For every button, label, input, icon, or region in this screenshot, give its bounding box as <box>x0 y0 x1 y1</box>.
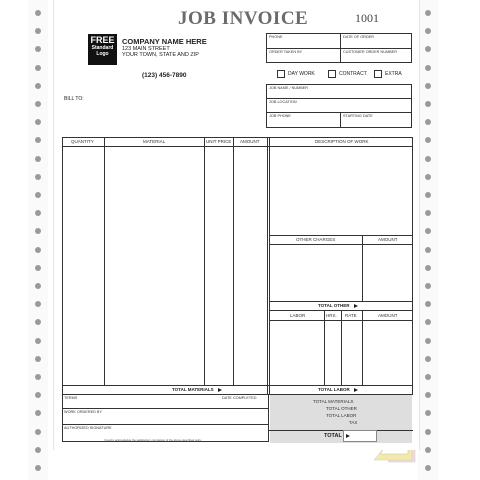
footer-signature-box <box>62 394 269 442</box>
tractor-strip-left <box>28 0 48 480</box>
tractor-hole <box>35 283 41 289</box>
col-divider-material <box>204 137 205 385</box>
tractor-hole <box>35 10 41 16</box>
total-materials-text: TOTAL MATERIALS <box>172 387 214 392</box>
tractor-hole <box>425 101 431 107</box>
tractor-hole <box>425 356 431 362</box>
tractor-hole <box>35 374 41 380</box>
tractor-hole <box>35 265 41 271</box>
total-labor-text: TOTAL LABOR <box>318 387 350 392</box>
col-header-other-amount: AMOUNT <box>378 237 398 242</box>
job-info-divider-1 <box>266 98 412 99</box>
customer-order-number-label: CUSTOMER ORDER NUMBER <box>343 50 397 54</box>
col-header-amount: AMOUNT <box>240 139 260 144</box>
terms-label: TERMS <box>64 396 78 400</box>
tractor-hole <box>425 265 431 271</box>
tractor-hole <box>35 247 41 253</box>
arrow-right-icon <box>346 434 350 438</box>
col-divider-quantity <box>104 137 105 385</box>
contract-label: CONTRACT <box>339 71 367 77</box>
tractor-hole <box>35 192 41 198</box>
col-header-hrs: HRS. <box>326 313 337 318</box>
summary-total-line <box>269 430 413 431</box>
tractor-hole <box>35 101 41 107</box>
tractor-hole <box>425 192 431 198</box>
tractor-hole <box>35 174 41 180</box>
other-charges-col-divider <box>362 235 363 301</box>
total-other-text: TOTAL OTHER <box>318 303 350 308</box>
tractor-hole <box>35 338 41 344</box>
main-table-frame <box>62 137 413 395</box>
col-divider-amount-double <box>269 137 270 395</box>
company-city: YOUR TOWN, STATE AND ZIP <box>122 52 199 58</box>
job-phone-label: JOB PHONE <box>269 114 291 118</box>
logo-line-3: Logo <box>96 51 109 57</box>
job-info-divider-2 <box>266 112 412 113</box>
arrow-right-icon <box>218 388 222 392</box>
company-phone: (123) 456-7890 <box>142 72 187 79</box>
tractor-hole <box>35 465 41 471</box>
col-header-labor-amount: AMOUNT <box>378 313 398 318</box>
extra-checkbox[interactable] <box>374 70 382 78</box>
labor-col-divider-1 <box>324 310 325 385</box>
job-info-vdivider <box>340 112 341 128</box>
tractor-hole <box>35 429 41 435</box>
col-header-description-of-work: DESCRIPTION OF WORK <box>315 139 369 144</box>
order-info-vdivider <box>340 33 341 63</box>
document-title: JOB INVOICE <box>178 8 309 29</box>
arrow-right-icon <box>354 388 358 392</box>
order-taken-by-label: ORDER TAKEN BY <box>269 50 303 54</box>
tractor-hole <box>35 65 41 71</box>
labor-col-divider-3 <box>362 310 363 385</box>
summary-total-labor: TOTAL LABOR <box>326 413 357 418</box>
summary-total-label <box>324 433 350 439</box>
total-labor-label <box>318 387 358 392</box>
tractor-hole <box>425 465 431 471</box>
table-header-line <box>62 146 413 147</box>
footer-line-2 <box>62 424 269 425</box>
tractor-hole <box>425 247 431 253</box>
col-divider-amount <box>267 137 268 395</box>
summary-total-text: TOTAL <box>324 433 342 439</box>
logo-line-1: FREE <box>90 35 115 45</box>
footer-line-1 <box>62 408 269 409</box>
summary-tax: TAX <box>349 420 358 425</box>
date-of-order-label: DATE OF ORDER <box>343 35 374 39</box>
invoice-number: 1001 <box>355 11 379 25</box>
company-street: 123 MAIN STREET <box>122 46 170 52</box>
work-ordered-by-label: WORK ORDERED BY <box>64 410 102 414</box>
tractor-hole <box>425 338 431 344</box>
order-info-divider <box>266 48 412 49</box>
logo-line-2: Standard <box>91 45 114 51</box>
tractor-hole <box>35 83 41 89</box>
tractor-hole <box>425 429 431 435</box>
extra-label: EXTRA <box>385 71 402 77</box>
date-completed-label: DATE COMPLETED <box>222 396 257 400</box>
arrow-right-icon <box>354 304 358 308</box>
summary-total-other: TOTAL OTHER <box>326 406 357 411</box>
col-header-labor: LABOR <box>290 313 306 318</box>
job-name-number-label: JOB NAME / NUMBER <box>269 86 309 90</box>
materials-total-line <box>62 385 413 386</box>
authorized-signature-label: AUTHORIZED SIGNATURE <box>64 426 112 430</box>
tractor-hole <box>35 447 41 453</box>
phone-field-label: PHONE <box>269 35 283 39</box>
tractor-hole <box>425 447 431 453</box>
total-other-line <box>269 301 413 302</box>
tractor-hole <box>425 10 431 16</box>
company-logo <box>88 34 117 65</box>
labor-col-divider-2 <box>341 310 342 385</box>
acknowledgement-text: I hereby acknowledge the satisfactory completion of the above described work. <box>104 438 202 442</box>
tractor-hole <box>35 156 41 162</box>
col-header-material: MATERIAL <box>143 139 166 144</box>
job-info-box <box>266 84 412 128</box>
col-header-quantity: QUANTITY <box>71 139 94 144</box>
summary-total-materials: TOTAL MATERIALS <box>313 399 354 404</box>
company-name: COMPANY NAME HERE <box>122 37 207 46</box>
other-charges-top-line <box>269 235 413 236</box>
other-charges-header-line <box>269 244 413 245</box>
tractor-hole <box>425 83 431 89</box>
tractor-strip-right <box>418 0 438 480</box>
col-header-other-charges: OTHER CHARGES <box>296 237 336 242</box>
job-location-label: JOB LOCATION <box>269 100 297 104</box>
starting-date-label: STARTING DATE <box>343 114 373 118</box>
tractor-hole <box>425 283 431 289</box>
col-header-rate: RATE <box>345 313 357 318</box>
tractor-hole <box>425 65 431 71</box>
tractor-hole <box>425 174 431 180</box>
total-materials-label <box>172 387 222 392</box>
tractor-hole <box>425 156 431 162</box>
day-work-checkbox[interactable] <box>277 70 285 78</box>
col-header-unit-price: UNIT PRICE <box>206 139 232 144</box>
contract-checkbox[interactable] <box>328 70 336 78</box>
col-divider-unitprice <box>233 137 234 385</box>
tractor-hole <box>425 374 431 380</box>
tractor-hole <box>35 356 41 362</box>
day-work-label: DAY WORK <box>288 71 315 77</box>
total-other-label <box>318 303 358 308</box>
bill-to-label: BILL TO: <box>64 96 84 102</box>
